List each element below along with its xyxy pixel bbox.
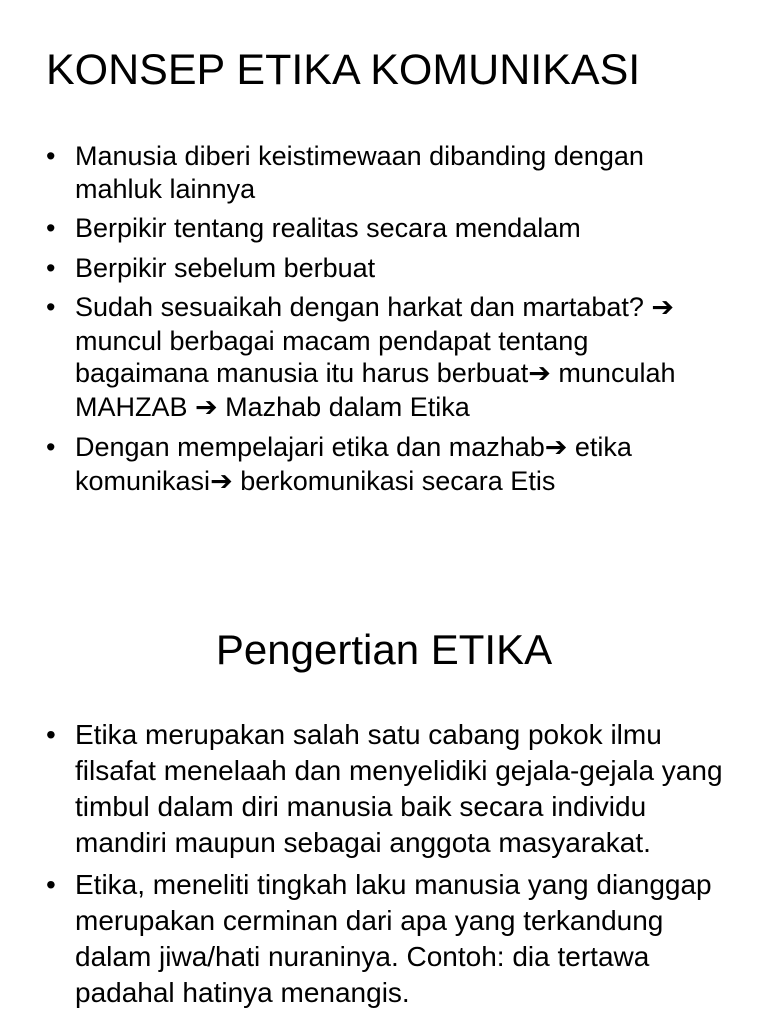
bullet-text: etika komunikasi: [75, 432, 632, 496]
slide-pengertian-etika: [0, 600, 768, 1024]
bullet-icon: •: [46, 292, 56, 322]
bullet-item: [46, 212, 726, 245]
bullet-list: [46, 717, 726, 1017]
bullet-item: [46, 717, 726, 861]
bullet-icon: •: [46, 719, 56, 750]
bullet-text: Berpikir sebelum berbuat: [75, 252, 376, 283]
bullet-icon: •: [46, 432, 56, 462]
bullet-text: muncul berbagai macam pendapat tentang bagaimana manusia itu harus berbuat: [75, 325, 589, 388]
bullet-text: berkomunikasi secara Etis: [232, 465, 556, 496]
slide-title: KONSEP ETIKA KOMUNIKASI: [46, 46, 641, 94]
bullet-text: Manusia diberi keistimewaan dibanding dengan mahluk lainnya: [75, 141, 644, 204]
bullet-text: Etika merupakan salah satu cabang pokok ilmu filsafat menelaah dan menyelidiki gejala-gejala yang timbul dalam diri manusia baik secara individu mandiri maupun sebagai anggota masyarakat.: [75, 719, 723, 858]
bullet-icon: •: [46, 869, 56, 900]
bullet-item: [46, 252, 726, 285]
bullet-text: Sudah sesuaikah dengan harkat dan martabat?: [75, 292, 652, 322]
bullet-icon: •: [46, 252, 56, 283]
bullet-item: [46, 867, 726, 1011]
bullet-item: [46, 431, 726, 498]
bullet-icon: •: [46, 213, 56, 243]
arrow-right-icon: ➔: [528, 358, 551, 389]
bullet-text: Etika, meneliti tingkah laku manusia yang dianggap merupakan cerminan dari apa yang terkandung dalam jiwa/hati nuraninya. Contoh: dia tertawa padahal hatinya menangis.: [75, 869, 712, 1008]
bullet-text: Dengan mempelajari etika dan mazhab: [75, 432, 545, 462]
bullet-text: Berpikir tentang realitas secara mendalam: [75, 213, 581, 243]
arrow-right-icon: ➔: [195, 391, 218, 423]
arrow-right-icon: ➔: [544, 432, 568, 463]
arrow-right-icon: ➔: [210, 465, 233, 497]
bullet-item: [46, 140, 726, 205]
arrow-right-icon: ➔: [651, 292, 675, 323]
bullet-list: [46, 140, 726, 505]
bullet-icon: •: [46, 141, 56, 171]
slide-title: Pengertian ETIKA: [215, 626, 553, 673]
bullet-text: munculah MAHZAB: [75, 358, 676, 422]
bullet-item: [46, 291, 726, 424]
bullet-text: Mazhab dalam Etika: [217, 391, 470, 422]
